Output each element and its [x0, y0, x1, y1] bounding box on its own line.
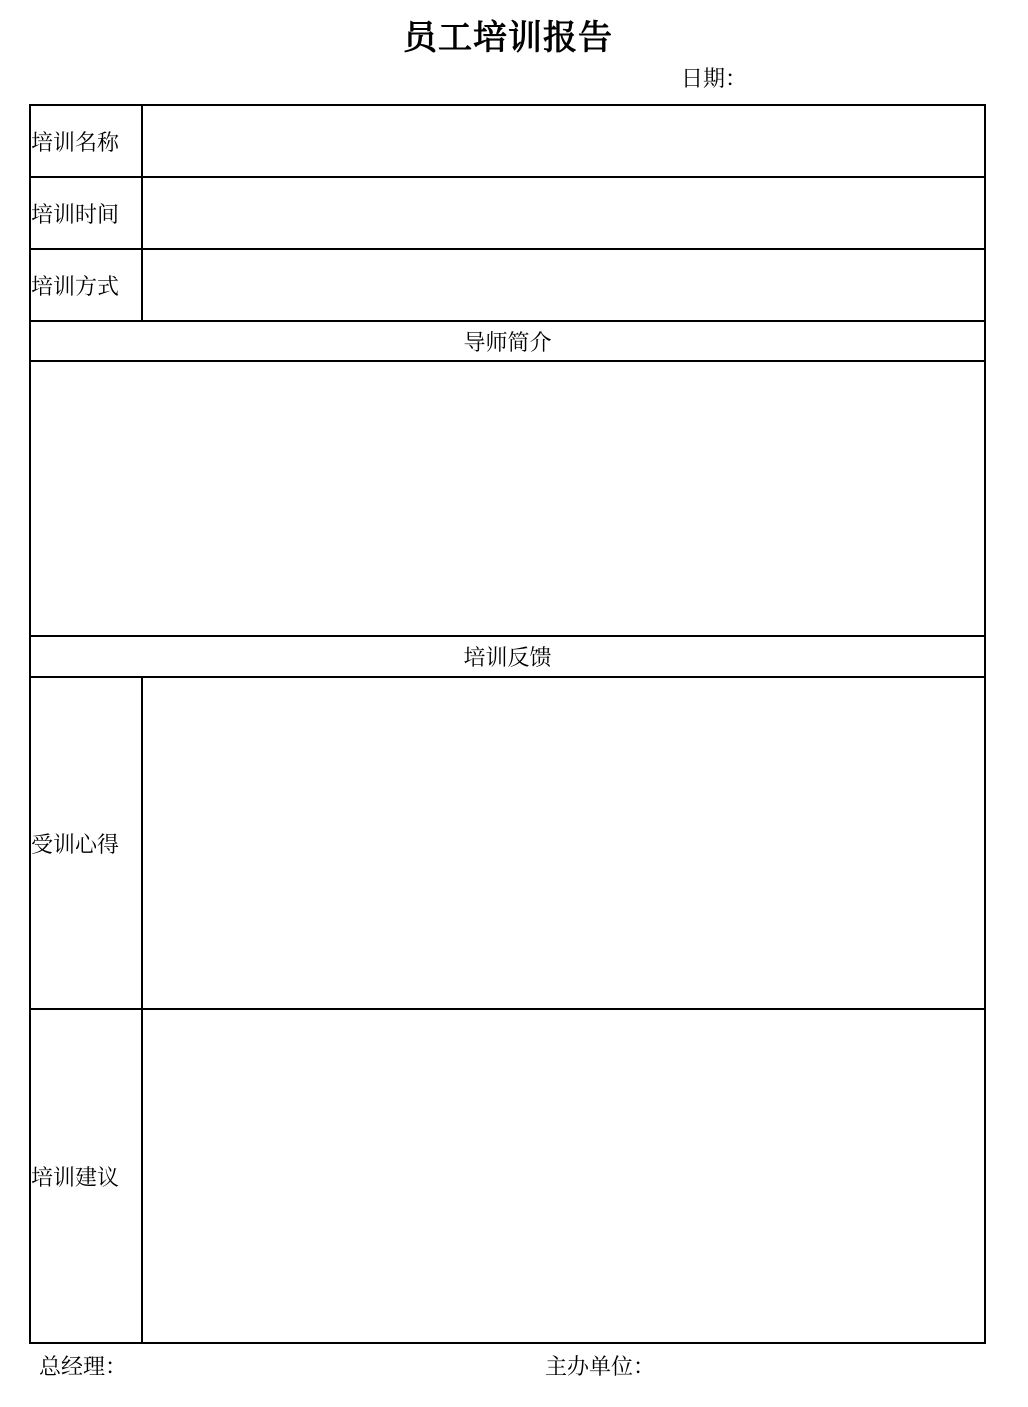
report-title: 员工培训报告 — [403, 18, 613, 58]
row-training-suggestions — [30, 1009, 985, 1343]
date-label: 日期： — [681, 67, 748, 92]
row-mentor-intro-body — [30, 361, 985, 636]
mentor-intro-heading: 导师简介 — [30, 321, 985, 361]
mentor-intro-field[interactable] — [30, 361, 985, 636]
training-suggestions-label: 培训建议 — [30, 1009, 142, 1343]
training-time-label: 培训时间 — [30, 177, 142, 249]
row-trainee-insights — [30, 677, 985, 1009]
training-name-label: 培训名称 — [30, 105, 142, 177]
trainee-insights-field[interactable] — [142, 677, 985, 1009]
row-mentor-intro-header — [30, 321, 985, 361]
trainee-insights-label: 受训心得 — [30, 677, 142, 1009]
row-training-method — [30, 249, 985, 321]
row-feedback-header — [30, 636, 985, 677]
general-manager-label: 总经理： — [39, 1355, 128, 1380]
training-name-field[interactable] — [142, 105, 985, 177]
training-method-label: 培训方式 — [30, 249, 142, 321]
organizer-label: 主办单位： — [545, 1355, 656, 1380]
row-training-time — [30, 177, 985, 249]
row-training-name — [30, 105, 985, 177]
report-table — [29, 104, 986, 1344]
training-time-field[interactable] — [142, 177, 985, 249]
training-suggestions-field[interactable] — [142, 1009, 985, 1343]
training-feedback-heading: 培训反馈 — [30, 636, 985, 677]
training-method-field[interactable] — [142, 249, 985, 321]
